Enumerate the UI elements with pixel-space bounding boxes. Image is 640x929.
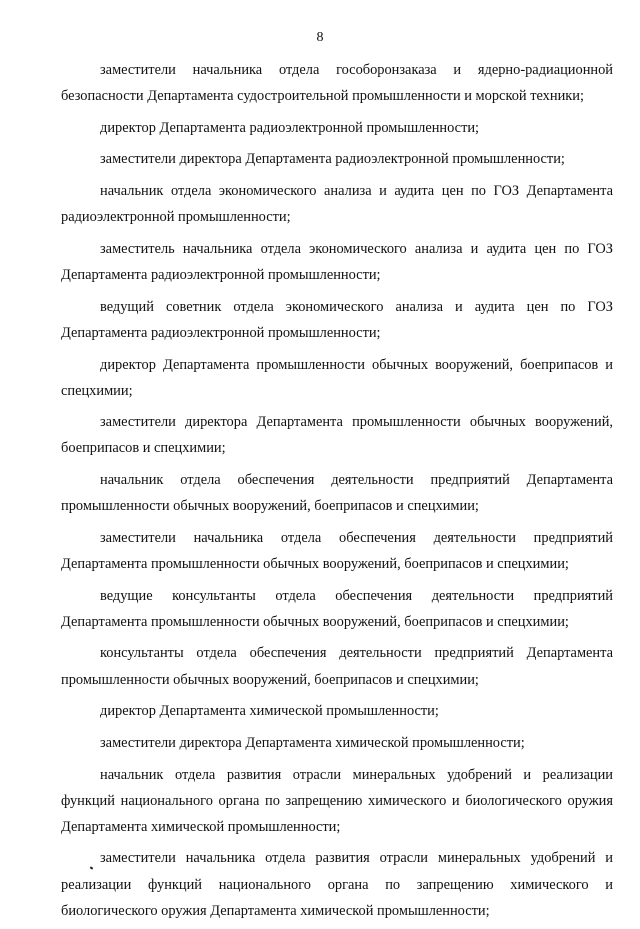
paragraph: заместители начальника отдела гособоронзаказа и ядерно-радиационной безопасности Департамента судостроительной промышленности и морской техники;	[61, 62, 613, 105]
paragraph: заместители начальника отдела развития отрасли минеральных удобрений и реализации функций национального органа по запрещению химического и биологического оружия Департамента химической промышленности;	[61, 850, 613, 919]
paragraph: директор Департамента радиоэлектронной промышленности;	[100, 119, 480, 136]
paragraph: заместитель начальника отдела экономического анализа и аудита цен по ГОЗ Департамента радиоэлектронной промышленности;	[61, 240, 613, 284]
paragraph: консультанты отдела обеспечения деятельности предприятий Департамента промышленности обычных вооружений, боеприпасов и спецхимии;	[61, 645, 613, 688]
paragraph: директор Департамента промышленности обычных вооружений, боеприпасов и спецхимии;	[61, 356, 613, 399]
paragraph: заместители директора Департамента промышленности обычных вооружений, боеприпасов и спецхимии;	[61, 414, 613, 457]
paragraph: ведущие консультанты отдела обеспечения деятельности предприятий Департамента промышленности обычных вооружений, боеприпасов и спецхимии;	[61, 587, 613, 630]
paragraph: начальник отдела экономического анализа и аудита цен по ГОЗ Департамента радиоэлектронной промышленности;	[61, 183, 613, 226]
document-body	[61, 57, 613, 929]
paragraph: заместители директора Департамента химической промышленности;	[100, 734, 525, 751]
page-number: 8	[316, 30, 324, 45]
paragraph: ведущий советник отдела экономического анализа и аудита цен по ГОЗ Департамента радиоэлектронной промышленности;	[61, 298, 613, 341]
paragraph: начальник отдела обеспечения деятельности предприятий Департамента промышленности обычных вооружений, боеприпасов и спецхимии;	[61, 472, 613, 515]
paragraph: директор Департамента химической промышленности;	[100, 703, 439, 720]
paragraph: заместители директора Департамента радиоэлектронной промышленности;	[100, 151, 565, 168]
paragraph: заместители начальника отдела обеспечения деятельности предприятий Департамента промышленности обычных вооружений, боеприпасов и спецхимии;	[61, 529, 613, 572]
paragraph: начальник отдела развития отрасли минеральных удобрений и реализации функций национального органа по запрещению химического и биологического оружия Департамента химической промышленности;	[61, 766, 613, 835]
